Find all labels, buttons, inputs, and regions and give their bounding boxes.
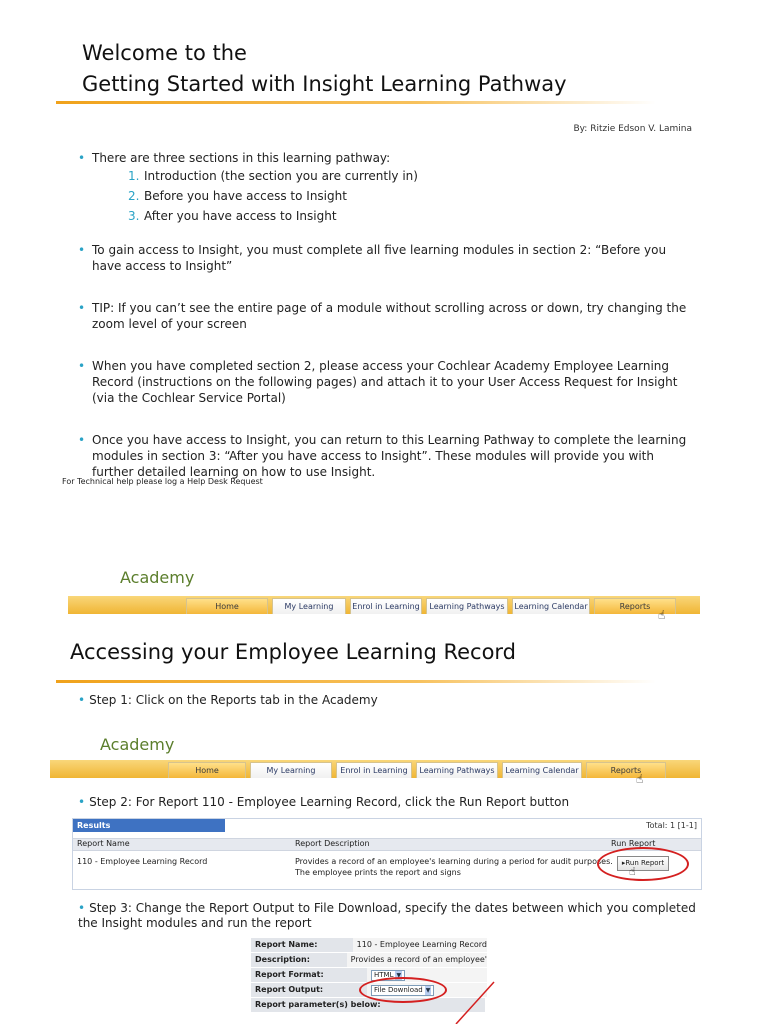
pointer-line <box>450 980 500 1024</box>
step-1: • Step 1: Click on the Reports tab in the Academy <box>78 693 378 707</box>
form-row-params: Report parameter(s) below: <box>251 998 487 1013</box>
tab-learning-calendar[interactable]: Learning Calendar <box>502 762 582 778</box>
tab-reports[interactable]: Reports <box>586 762 666 778</box>
row-report-name: 110 - Employee Learning Record <box>77 857 208 866</box>
highlight-circle <box>597 847 689 881</box>
bullet-tip: • TIP: If you can’t see the entire page of a module without scrolling across or down, try changing the zoom level of your screen <box>78 300 688 332</box>
col-run-report: Run Report <box>611 839 656 848</box>
results-total: Total: 1 [1-1] <box>646 821 697 830</box>
section-divider <box>56 680 656 683</box>
form-row-format: Report Format: HTML ▼ <box>251 968 487 983</box>
tab-reports[interactable]: Reports <box>594 598 676 614</box>
results-table <box>72 818 702 890</box>
form-row-output: Report Output: File Download ▼ <box>251 983 487 998</box>
author-byline: By: Ritzie Edson V. Lamina <box>573 124 692 134</box>
tab-my-learning[interactable]: My Learning <box>250 762 332 778</box>
section-item: 1. Introduction (the section you are currently in) <box>128 169 418 183</box>
tab-home[interactable]: Home <box>168 762 246 778</box>
academy-logo-2: Academy <box>100 735 175 754</box>
section-title: Accessing your Employee Learning Record <box>70 640 517 664</box>
hand-cursor-icon: ☝ <box>636 772 644 786</box>
academy-nav-bar <box>68 596 700 614</box>
results-column-header <box>73 838 701 851</box>
tab-learning-pathways[interactable]: Learning Pathways <box>426 598 508 614</box>
title-divider <box>56 101 656 104</box>
section-item: 2. Before you have access to Insight <box>128 189 347 203</box>
col-report-description: Report Description <box>295 839 370 848</box>
run-report-button[interactable]: ▸Run Report <box>617 856 669 871</box>
tab-enrol[interactable]: Enrol in Learning <box>336 762 412 778</box>
academy-tabs <box>186 598 680 614</box>
page-title <box>82 38 567 100</box>
academy-nav-bar-2 <box>50 760 700 778</box>
form-row-description: Description: Provides a record of an employee' <box>251 953 487 968</box>
row-description-2: The employee prints the report and signs <box>295 868 461 877</box>
section-item: 3. After you have access to Insight <box>128 209 337 223</box>
intro-bullets <box>78 150 688 494</box>
step-2: • Step 2: For Report 110 - Employee Learning Record, click the Run Report button <box>78 795 570 809</box>
bullet-after-access: • Once you have access to Insight, you can return to this Learning Pathway to complete the learning modules in section 3: “After you have access to Insight”. These modules will provide you with further detailed learning on how to use Insight. <box>78 432 688 480</box>
academy-tabs-2 <box>168 762 670 778</box>
title-line-2: Getting Started with Insight Learning Pathway <box>82 72 567 96</box>
report-output-select[interactable]: File Download ▼ <box>371 985 434 996</box>
hand-cursor-icon: ☝ <box>658 608 666 622</box>
hand-cursor-icon: ☝ <box>629 865 636 878</box>
form-row-name: Report Name: 110 - Employee Learning Record <box>251 938 487 953</box>
technical-help-note: For Technical help please log a Help Desk Request <box>62 477 263 486</box>
chevron-down-icon: ▼ <box>425 987 431 994</box>
tab-my-learning[interactable]: My Learning <box>272 598 346 614</box>
tab-enrol[interactable]: Enrol in Learning <box>350 598 422 614</box>
title-line-1: Welcome to the <box>82 41 247 65</box>
row-description-1: Provides a record of an employee's learning during a period for audit purposes. <box>295 857 613 866</box>
col-report-name: Report Name <box>77 839 130 848</box>
highlight-circle <box>359 977 447 1003</box>
results-header: Results <box>73 819 225 832</box>
tab-learning-calendar[interactable]: Learning Calendar <box>512 598 590 614</box>
chevron-down-icon: ▼ <box>396 972 402 979</box>
tab-learning-pathways[interactable]: Learning Pathways <box>416 762 498 778</box>
bullet-sections: • There are three sections in this learning pathway: 1. Introduction (the section you are currently in) 2. Before you have access to Insight 3. After you have access to Insight <box>78 150 688 224</box>
section-list <box>128 168 688 224</box>
report-format-select[interactable]: HTML ▼ <box>371 970 405 981</box>
step-3: • Step 3: Change the Report Output to File Download, specify the dates between which you completed the Insight modules and run the report <box>78 901 696 930</box>
bullet-access: • To gain access to Insight, you must complete all five learning modules in section 2: “Before you have access to Insight” <box>78 242 688 274</box>
bullet-learning-record: • When you have completed section 2, please access your Cochlear Academy Employee Learning Record (instructions on the following pages) and attach it to your User Access Request for Insight (via the Cochlear Service Portal) <box>78 358 688 406</box>
academy-logo: Academy <box>120 568 195 587</box>
tab-home[interactable]: Home <box>186 598 268 614</box>
